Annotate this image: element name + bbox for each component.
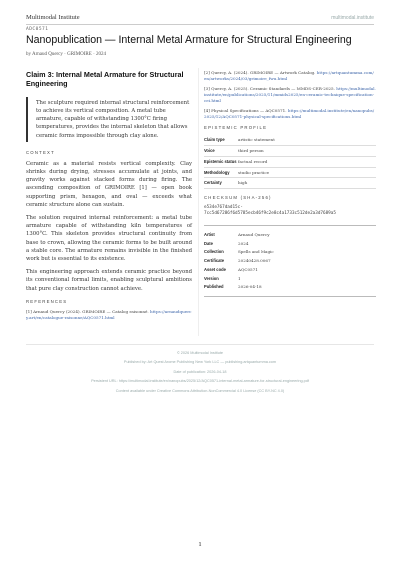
metadata-box	[204, 225, 376, 296]
reference-text: Arnaud Quercy (2024). GRIMOIRE — Catalog raisonné.	[33, 308, 149, 314]
profile-key: Epistemic status	[204, 156, 238, 167]
profile-key: Methodology	[204, 167, 238, 178]
checksum-line: e534e767dad15c-	[204, 205, 243, 211]
footer-permanent-url[interactable]: Persistent URL: https://multimodal.institute/en/nanopubs/2025/12/AQC0571-internal-metal-armature-for-structural-engineering.pdf	[91, 379, 309, 384]
footer-license: Content available under Creative Commons Attribution-NonCommercial 4.0 License (CC BY-NC 4.0)	[115, 388, 285, 393]
metadata-key: Collection	[204, 249, 224, 255]
page-title: Nanopublication — Internal Metal Armature for Structural Engineering	[26, 34, 352, 46]
metadata-key: Published	[204, 284, 224, 290]
table-row	[204, 167, 376, 178]
reference-link[interactable]: https://multimodal.institute/en/publications/2025/11/mmids2025/en-ceramic-technique-specification-cei.html	[204, 85, 376, 103]
context-paragraph: This engineering approach extends ceramic practice beyond its conventional formal limits, enabling sculptural ambitions that pure clay construction cannot achieve.	[26, 269, 192, 292]
checksum-value	[204, 205, 376, 217]
table-row	[204, 178, 376, 189]
footer-copyright: © 2026 Multimodal Institute	[176, 351, 224, 355]
table-row	[204, 230, 376, 239]
profile-key: Certainty	[204, 178, 238, 189]
reference-item	[26, 309, 192, 321]
footer-date: Date of publication: 2026-04-18	[173, 369, 227, 374]
metadata-key: Certificate	[204, 258, 225, 264]
metadata-key: Version	[204, 275, 219, 281]
reference-text: Quercy, A. (2024). GRIMOIRE — Artwork Catalog.	[211, 70, 316, 75]
table-row	[204, 265, 376, 274]
column-divider	[198, 68, 199, 336]
reference-item	[204, 70, 376, 82]
institute-name: Multimodal Institute	[26, 14, 80, 21]
epistemic-profile-table	[204, 135, 376, 189]
header-rule	[26, 24, 374, 25]
profile-value: third person	[238, 146, 376, 157]
table-row	[204, 146, 376, 157]
page-footer	[26, 344, 374, 396]
metadata-value: Arnaud Quercy	[238, 231, 270, 237]
claim-heading: Claim 3: Internal Metal Armature for Structural Engineering	[26, 70, 184, 89]
footer-publisher: Published by: Art Quest Arome Publishing New York LLC — publishing.artquantumma.com	[123, 360, 277, 365]
reference-number: [4]	[204, 107, 210, 113]
reference-item	[204, 86, 376, 104]
page-header	[26, 14, 374, 21]
checksum-label: CHECKSUM (SHA-256)	[204, 195, 272, 201]
reference-link[interactable]: https://arnaudquercy.art/en/catalogue-raisonne/AQC0571.html	[26, 308, 192, 320]
table-row	[204, 283, 376, 292]
reference-item	[204, 108, 376, 120]
profile-value: factual record	[238, 156, 376, 167]
table-row	[204, 239, 376, 248]
profile-value: artistic statement	[238, 135, 376, 145]
reference-number: [3]	[204, 85, 210, 91]
metadata-value: 2026-04-18	[238, 284, 262, 290]
profile-value: high	[238, 178, 376, 189]
metadata-key: Date	[204, 240, 213, 246]
table-row	[204, 257, 376, 266]
metadata-value: 1	[238, 275, 241, 281]
metadata-value: Spells and Magic	[238, 249, 274, 255]
table-row	[204, 274, 376, 283]
metadata-key: Artist	[204, 231, 215, 237]
table-row	[204, 135, 376, 145]
metadata-value: 2024	[238, 240, 249, 246]
footer-rule	[26, 344, 374, 345]
context-label: CONTEXT	[26, 149, 55, 155]
reference-number: [2]	[204, 70, 210, 75]
checksum-line: 7cc5d67286f6d5785ecb46f9c2e8c4a1733c512de2a3d7689a5	[204, 211, 336, 217]
metadata-value: AQC0571	[238, 266, 258, 272]
reference-link[interactable]: https://artquantumma.com/en/artworks/2024/03/grimoire_fwu.html	[204, 70, 374, 81]
epistemic-profile-label: EPISTEMIC PROFILE	[204, 125, 268, 131]
main-column	[26, 70, 192, 325]
byline: by Arnaud Quercy · GRIMOIRE · 2024	[26, 52, 106, 57]
page-number: 1	[198, 541, 202, 548]
references-label: REFERENCES	[26, 298, 68, 304]
metadata-key: Asset code	[204, 266, 226, 272]
metadata-table	[204, 230, 376, 291]
table-row	[204, 156, 376, 167]
reference-number: [1]	[26, 308, 32, 314]
document-id: ADC0571	[26, 27, 49, 32]
profile-key: Voice	[204, 146, 238, 157]
context-paragraph: Ceramic as a material resists vertical complexity. Clay shrinks during drying, stresses accumulate at joints, and gravity works against stacked forms during firing. The ascending composition of GRIMOIRE [1] — open book supporting prism, hexagon, and oval — exceeds what ceramic structure alone can sustain.	[26, 160, 192, 208]
table-row	[204, 248, 376, 257]
metadata-value: 20240428.0067	[238, 258, 271, 264]
side-column	[204, 70, 376, 297]
profile-key: Claim type	[204, 135, 238, 145]
reference-link[interactable]: https://multimodal.institute/en/nanopubs/2025/12/AQC0571-physical-specifications.html	[204, 107, 375, 119]
reference-text: Quercy, A. (2025). Ceramic Standards — MMDS-CER-2025.	[211, 85, 335, 91]
institute-domain-link[interactable]: multimodal.institute	[331, 15, 374, 21]
reference-text: Physical Specifications — AQC0571.	[211, 107, 287, 113]
context-paragraph: The solution required internal reinforcement: a metal tube armature capable of withstanding kiln temperatures of 1300°C. This skeleton provides structural continuity from base to crown, allowing the ceramic forms to be built around a stable core. The armature remains invisible in the finished work but is essential to its existence.	[26, 214, 192, 262]
profile-value: studio practice	[238, 167, 376, 178]
claim-abstract: The sculpture required internal structural reinforcement to achieve its vertical composition. A metal tube armature, capable of withstanding 1300°C firing temperatures, provides the internal skeleton that allows ceramic forms impossible through clay alone.	[26, 97, 192, 142]
